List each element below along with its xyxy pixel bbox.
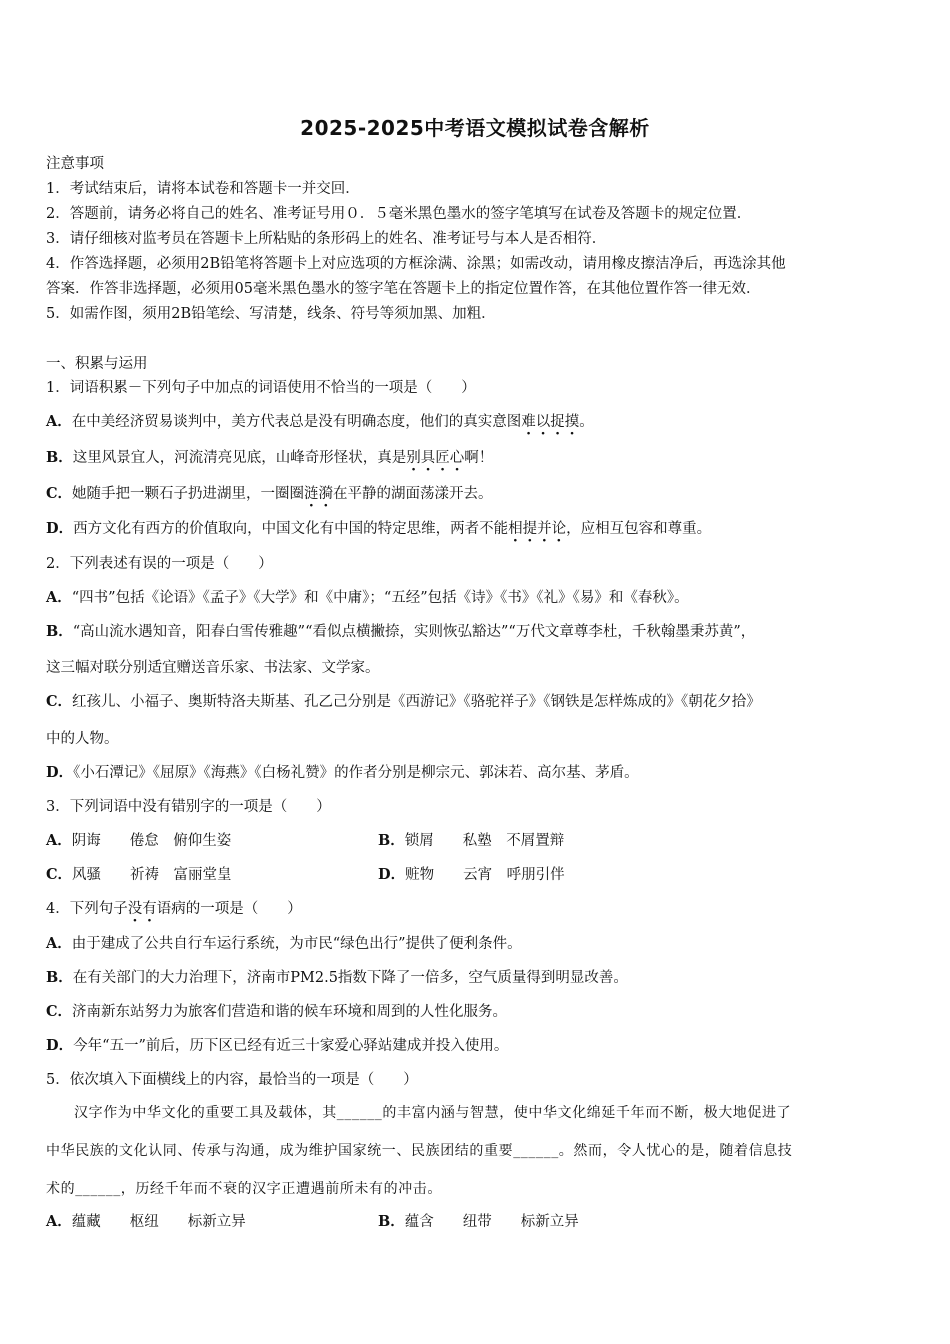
notice-heading: 注意事项 <box>46 156 104 172</box>
question-2-option-d <box>46 761 639 782</box>
question-4-option-d <box>46 1034 508 1055</box>
question-5-stem: 5．依次填入下面横线上的内容，最恰当的一项是（ ） <box>46 1072 418 1088</box>
question-4-option-b <box>46 966 628 987</box>
dotted-char: 难 <box>521 414 536 430</box>
question-4-option-a <box>46 932 522 953</box>
option-text: 今年“五一”前后，历下区已经有近三十家爱心驿站建成并投入使用。 <box>73 1038 509 1054</box>
dotted-char: 匠 <box>435 450 450 466</box>
option-label: D． <box>46 1037 74 1054</box>
dotted-char: 以 <box>535 414 551 430</box>
dotted-char: 提 <box>522 521 538 537</box>
option-label: C． <box>46 866 73 883</box>
option-label: C． <box>46 485 73 502</box>
option-label: B． <box>46 623 73 640</box>
option-label: B． <box>46 449 73 466</box>
dotted-char: 并 <box>537 521 552 537</box>
option-text: “四书”包括《论语》《孟子》《大学》和《中庸》；“五经”包括《诗》《书》《礼》《易》和《春秋》。 <box>71 590 689 606</box>
question-4-stem <box>46 897 302 918</box>
option-label: D． <box>378 866 406 883</box>
question-2-option-b-cont: 这三幅对联分别适宜赠送音乐家、书法家、文学家。 <box>46 660 380 676</box>
option-text: 西方文化有西方的价值取向，中国文化有中国的特定思维，两者不能 <box>73 521 509 537</box>
option-text: 《小石潭记》《屈原》《海燕》《白杨礼赞》的作者分别是柳宗元、郭沫若、高尔基、茅盾。 <box>73 765 639 781</box>
question-2-option-b <box>46 620 755 641</box>
question-1-option-b <box>46 446 493 467</box>
option-text: 她随手把一颗石子扔进湖里，一圈圈 <box>72 486 305 502</box>
dotted-char: 相 <box>508 521 523 537</box>
question-2-option-c-cont: 中的人物。 <box>46 731 119 747</box>
option-text: 蕴含 纽带 标新立异 <box>404 1214 579 1230</box>
dotted-char: 论 <box>551 521 567 537</box>
option-text: 这里风景宜人，河流清亮见底，山峰奇形怪状，真是 <box>72 450 407 466</box>
option-text: 在中美经济贸易谈判中，美方代表总是没有明确态度，他们的真实意图 <box>71 414 522 430</box>
question-1-option-d <box>46 517 711 538</box>
notice-item: 5．如需作图，须用2B铅笔绘、写清楚，线条、符号等须加黑、加粗． <box>46 306 496 322</box>
option-label: B． <box>46 969 73 986</box>
option-text: 在有关部门的大力治理下，济南市PM2.5指数下降了一倍多，空气质量得到明显改善。 <box>72 970 628 986</box>
question-5-passage: 术的______，历经千年而不衰的汉字正遭遇前所未有的冲击。 <box>46 1181 442 1197</box>
dotted-char: 有 <box>142 901 157 917</box>
question-5-passage: 汉字作为中华文化的重要工具及载体，其______的丰富内涵与智慧，使中华文化绵延千年而不断，极大地促进了 <box>74 1105 792 1121</box>
option-label: B． <box>378 1213 405 1230</box>
option-label: A． <box>46 589 72 606</box>
question-1-option-a <box>46 410 594 431</box>
option-text: 赃物 云宵 呼朋引伴 <box>405 867 565 883</box>
question-2-stem: 2．下列表述有误的一项是（ ） <box>46 556 273 572</box>
question-3-option-a <box>46 829 231 850</box>
option-text: 蕴藏 枢纽 标新立异 <box>71 1214 246 1230</box>
question-2-option-a <box>46 586 689 607</box>
option-label: A． <box>46 935 72 952</box>
option-label: A． <box>46 1213 72 1230</box>
option-text: 锁屑 私塾 不屑置辩 <box>404 833 565 849</box>
stem-text: 4．下列句子 <box>46 901 128 917</box>
option-text: 风骚 祈祷 富丽堂皇 <box>72 867 232 883</box>
dotted-char: 捉 <box>550 414 565 430</box>
notice-item: 2．答题前，请务必将自己的姓名、准考证号用０．５毫米黑色墨水的签字笔填写在试卷及答题卡的规定位置． <box>46 206 752 222</box>
option-text: ，应相互包容和尊重。 <box>566 521 712 537</box>
section-heading: 一、积累与运用 <box>46 356 148 372</box>
page-title: 2025-2025中考语文模拟试卷含解析 <box>300 116 650 140</box>
dotted-char: 没 <box>127 901 143 917</box>
notice-item: 4．作答选择题，必须用2B铅笔将答题卡上对应选项的方框涂满、涂黑；如需改动，请用橡皮擦洁净后，再选涂其他 <box>46 256 786 272</box>
stem-text: 语病的一项是（ ） <box>156 901 302 917</box>
question-1-stem: 1．词语积累－下列句子中加点的词语使用不恰当的一项是（ ） <box>46 380 476 396</box>
option-label: D． <box>46 520 74 537</box>
notice-item: 1．考试结束后，请将本试卷和答题卡一并交回． <box>46 181 360 197</box>
question-3-option-c <box>46 863 232 884</box>
notice-item: 答案．作答非选择题，必须用05毫米黑色墨水的签字笔在答题卡上的指定位置作答，在其他位置作答一律无效． <box>46 281 761 297</box>
dotted-char: 别 <box>406 450 421 466</box>
option-label: D． <box>46 764 74 781</box>
dotted-char: 心 <box>449 450 465 466</box>
option-text: 在平静的湖面荡漾开去。 <box>333 486 493 502</box>
option-text: 阴诲 倦怠 俯仰生姿 <box>71 833 232 849</box>
option-label: A． <box>46 413 72 430</box>
question-3-option-d <box>378 863 565 884</box>
option-text: 济南新东站努力为旅客们营造和谐的候车环境和周到的人性化服务。 <box>72 1004 508 1020</box>
option-text: 。 <box>579 414 594 430</box>
option-label: B． <box>378 832 405 849</box>
question-1-option-c <box>46 482 493 503</box>
question-3-option-b <box>378 829 564 850</box>
dotted-char: 漪 <box>318 486 334 502</box>
question-2-option-c <box>46 690 761 711</box>
dotted-char: 摸 <box>564 414 580 430</box>
option-text: 由于建成了公共自行车运行系统，为市民“绿色出行”提供了便利条件。 <box>71 936 522 952</box>
question-3-stem: 3．下列词语中没有错别字的一项是（ ） <box>46 799 331 815</box>
question-4-option-c <box>46 1000 507 1021</box>
notice-item: 3．请仔细核对监考员在答题卡上所粘贴的条形码上的姓名、准考证号与本人是否相符． <box>46 231 607 247</box>
option-text: 红孩儿、小福子、奥斯特洛夫斯基、孔乙己分别是《西游记》《骆驼祥子》《钢铁是怎样炼成的》《朝花夕拾》 <box>72 694 761 710</box>
option-label: C． <box>46 1003 73 1020</box>
dotted-char: 具 <box>420 450 436 466</box>
option-label: A． <box>46 832 72 849</box>
option-text: “高山流水遇知音，阳春白雪传雅趣”“看似点横撇捺，实则恢弘豁达”“万代文章尊李杜，千秋翰墨秉苏黄”， <box>72 624 756 640</box>
option-text: 啊！ <box>464 450 494 466</box>
question-5-passage: 中华民族的文化认同、传承与沟通，成为维护国家统一、民族团结的重要______。然而，令人忧心的是，随着信息技 <box>46 1143 793 1159</box>
question-5-option-b <box>378 1210 579 1231</box>
question-5-option-a <box>46 1210 246 1231</box>
option-label: C． <box>46 693 73 710</box>
dotted-char: 涟 <box>304 486 319 502</box>
